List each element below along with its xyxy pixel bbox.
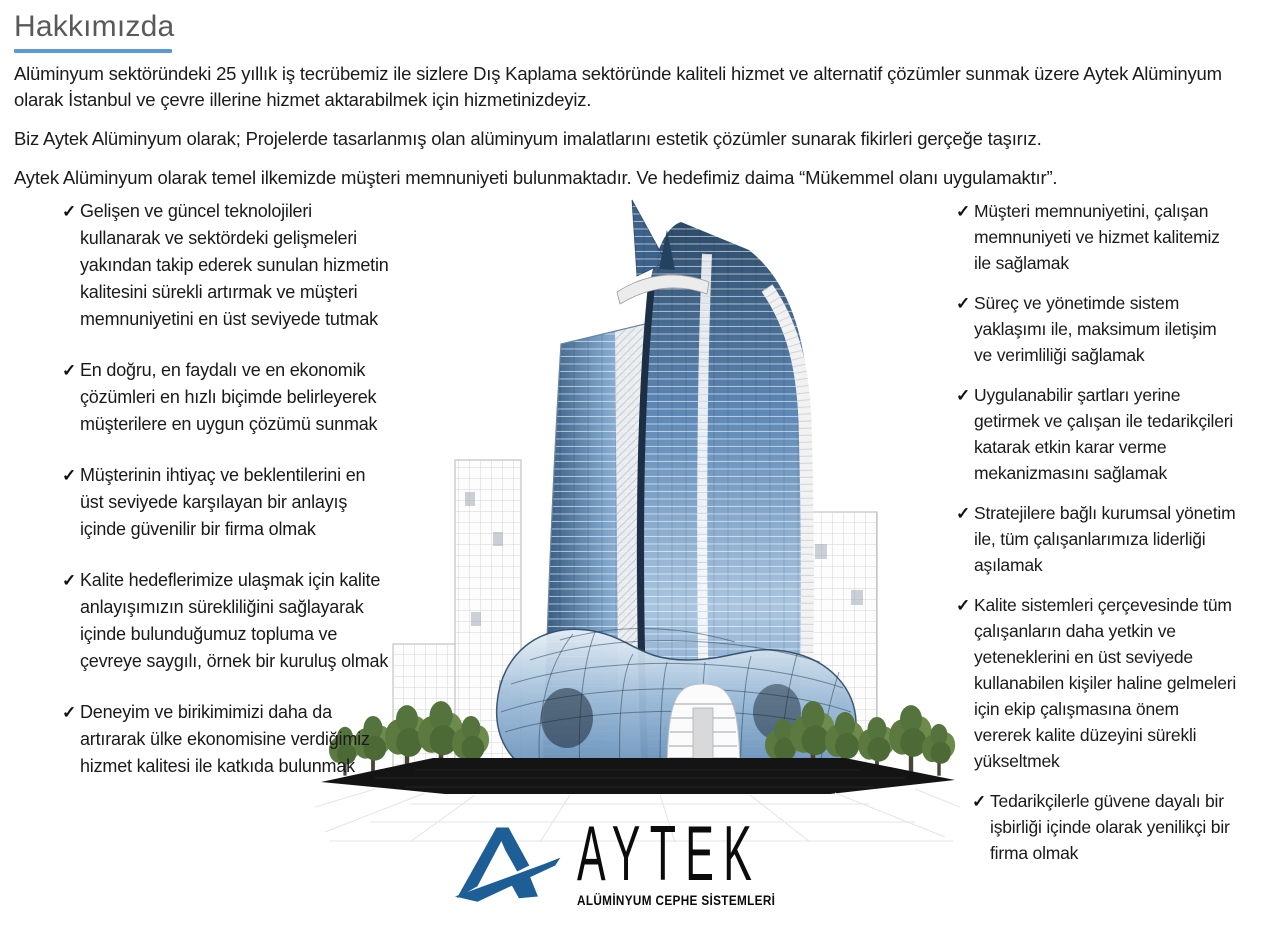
checkmark-icon: ✓ [972, 792, 987, 811]
list-item: ✓ Süreç ve yönetimde sistem yaklaşımı ile, maksimum iletişim ve verimliliği sağlamak [956, 290, 1258, 368]
checkmark-icon: ✓ [62, 571, 77, 590]
checkmark-icon: ✓ [62, 361, 77, 380]
checkmark-icon: ✓ [62, 466, 77, 485]
list-item: ✓ Kalite sistemleri çerçevesinde tüm çalışanların daha yetkin ve yeteneklerini en üst seviyede kullanabilen kişiler haline gelmeleri için ekip çalışmasına önem vererek kalite düzeyini sürekli yükseltmek [956, 592, 1258, 774]
checkmark-icon: ✓ [62, 202, 77, 221]
building-illustration [315, 192, 960, 842]
title-underline [14, 49, 172, 53]
aytek-logo-mark-icon [455, 820, 563, 904]
list-item: ✓ Tedarikçilerle güvene dayalı bir işbirliği içinde olarak yenilikçi bir firma olmak [972, 788, 1258, 866]
intro-text [14, 61, 1268, 204]
checkmark-icon: ✓ [956, 504, 971, 523]
intro-paragraph: Aytek Alüminyum olarak temel ilkemizde müşteri memnuniyeti bulunmaktadır. Ve hedefimiz daima “Mükemmel olanı uygulamaktır”. [14, 167, 1058, 188]
checkmark-icon: ✓ [956, 202, 971, 221]
intro-paragraph: Alüminyum sektöründeki 25 yıllık iş tecrübemiz ile sizlere Dış Kaplama sektöründe kaliteli hizmet ve alternatif çözümler sunmak üzere Aytek Alüminyum olarak İstanbul ve çevre illerine hizmet aktarabilmek için hizmetinizdeyiz. [14, 63, 1222, 110]
checkmark-icon: ✓ [956, 386, 971, 405]
left-bullet-column [62, 198, 392, 804]
list-item: ✓ Uygulanabilir şartları yerine getirmek ve çalışan ile tedarikçileri katarak etkin karar verme mekanizmasını sağlamak [956, 382, 1258, 486]
list-item: ✓ Müşteri memnuniyetini, çalışan memnuniyeti ve hizmet kalitemiz ile sağlamak [956, 198, 1258, 276]
skyscraper-graphic [315, 192, 960, 842]
list-item: ✓ Gelişen ve güncel teknolojileri kullanarak ve sektördeki gelişmeleri yakından takip ederek sunulan hizmetin kalitesini sürekli artırmak ve müşteri memnuniyetini en üst seviyede tutmak [62, 198, 392, 333]
logo-wordmark: AYTEK [577, 809, 762, 897]
list-item: ✓ En doğru, en faydalı ve en ekonomik çözümleri en hızlı biçimde belirleyerek müşterilere en uygun çözümü sunmak [62, 357, 392, 438]
checkmark-icon: ✓ [956, 294, 971, 313]
list-item: ✓ Kalite hedeflerimize ulaşmak için kalite anlayışımızın sürekliliğini sağlayarak içinde bulunduğumuz topluma ve çevreye saygılı, örnek bir kuruluş olmak [62, 567, 392, 675]
company-logo [455, 809, 912, 908]
list-item: ✓ Müşterinin ihtiyaç ve beklentilerini en üst seviyede karşılayan bir anlayış içinde güvenilir bir firma olmak [62, 462, 392, 543]
right-bullet-column [956, 198, 1258, 880]
checkmark-icon: ✓ [956, 596, 971, 615]
ground [321, 758, 955, 794]
checkmark-icon: ✓ [62, 703, 77, 722]
intro-paragraph: Biz Aytek Alüminyum olarak; Projelerde tasarlanmış olan alüminyum imalatlarını estetik çözümler sunarak fikirleri gerçeğe taşırız. [14, 128, 1042, 149]
page-title: Hakkımızda [14, 10, 175, 43]
list-item: ✓ Stratejilere bağlı kurumsal yönetim ile, tüm çalışanlarımıza liderliği aşılamak [956, 500, 1258, 578]
logo-tagline: ALÜMİNYUM CEPHE SİSTEMLERİ [577, 893, 776, 908]
list-item: ✓ Deneyim ve birikimimizi daha da artırarak ülke ekonomisine verdiğimiz hizmet kalitesi ile katkıda bulunmak [62, 699, 392, 780]
